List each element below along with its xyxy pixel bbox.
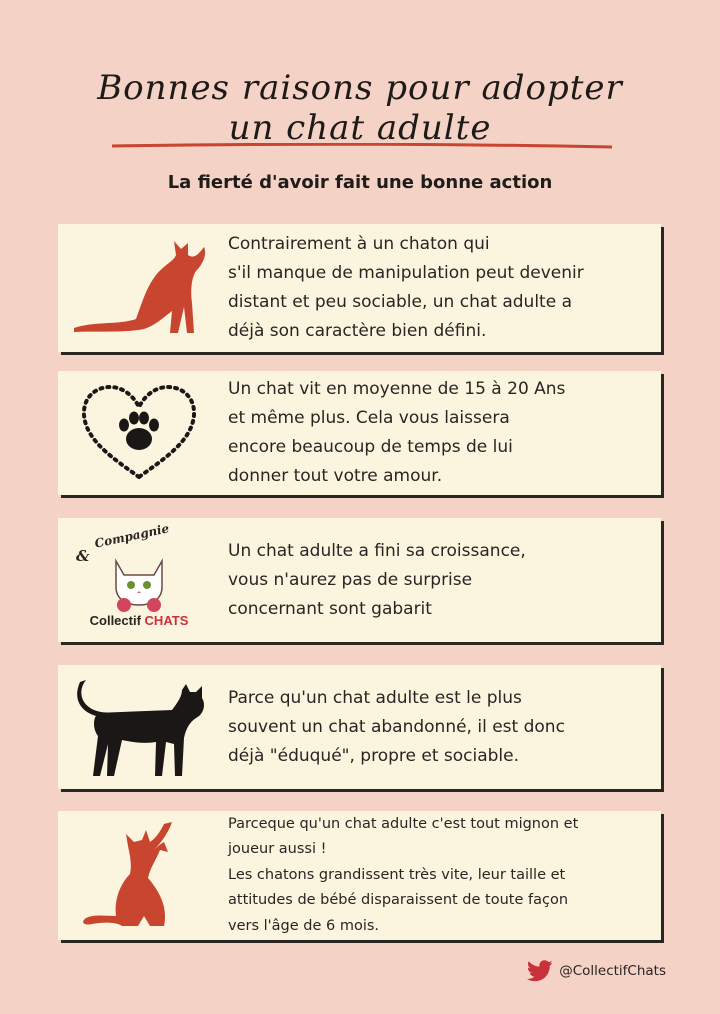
reason-5-line: vers l'âge de 6 mois. [228, 917, 380, 934]
logo-name [64, 613, 214, 628]
reason-3-line: Un chat adulte a fini sa croissance, [228, 540, 526, 561]
reason-4-line: souvent un chat abandonné, il est donc [228, 716, 565, 737]
reason-2-line: donner tout votre amour. [228, 466, 443, 486]
reason-2-line: encore beaucoup de temps de lui [228, 437, 513, 457]
reason-4-line: déjà "éduqué", propre et sociable. [228, 745, 520, 766]
sitting-cat-icon [58, 811, 220, 940]
collectif-chats-logo [64, 521, 214, 635]
reason-1-line: Contrairement à un chaton qui [228, 234, 490, 254]
paw-heart-icon [58, 371, 220, 495]
reason-3-line: concernant sont gabarit [228, 598, 432, 619]
subtitle: La fierté d'avoir fait une bonne action [167, 172, 553, 193]
page-title-line1: Bonnes raisons pour adopter [97, 68, 623, 108]
reason-1-line: déjà son caractère bien défini. [228, 321, 487, 341]
reason-5-line: attitudes de bébé disparaissent de toute façon [228, 892, 569, 909]
twitter-icon [527, 960, 553, 982]
reason-card-5 [58, 811, 661, 940]
black-cat-icon [58, 665, 220, 789]
reason-1-line: s'il manque de manipulation peut devenir [228, 263, 584, 283]
title-underline [112, 143, 612, 149]
orange-cat-icon [58, 224, 220, 352]
reason-1-line: distant et peu sociable, un chat adulte a [228, 292, 572, 312]
logo-cat-face-icon [104, 551, 174, 613]
reason-2-line: Un chat vit en moyenne de 15 à 20 Ans [228, 379, 566, 399]
reason-card-2 [58, 371, 661, 495]
logo-compagnie: Compagnie [93, 521, 171, 551]
social-handle-text: @CollectifChats [559, 963, 666, 979]
reason-card-1 [58, 224, 661, 352]
page-title-line2: un chat adulte [228, 108, 492, 148]
reason-card-3 [58, 518, 661, 642]
reason-3-line: vous n'aurez pas de surprise [228, 569, 473, 590]
reason-4-line: Parce qu'un chat adulte est le plus [228, 687, 522, 708]
social-handle[interactable] [527, 960, 666, 982]
logo-ampersand: & [76, 547, 90, 565]
reason-5-line: Parceque qu'un chat adulte c'est tout mignon et [228, 815, 579, 832]
reason-5-line: Les chatons grandissent très vite, leur taille et [228, 866, 566, 883]
reason-card-4 [58, 665, 661, 789]
reason-2-line: et même plus. Cela vous laissera [228, 408, 510, 428]
reason-5-line: joueur aussi ! [228, 841, 327, 858]
logo-name-part1: Collectif [89, 613, 141, 628]
logo-name-part2: CHATS [144, 613, 189, 628]
